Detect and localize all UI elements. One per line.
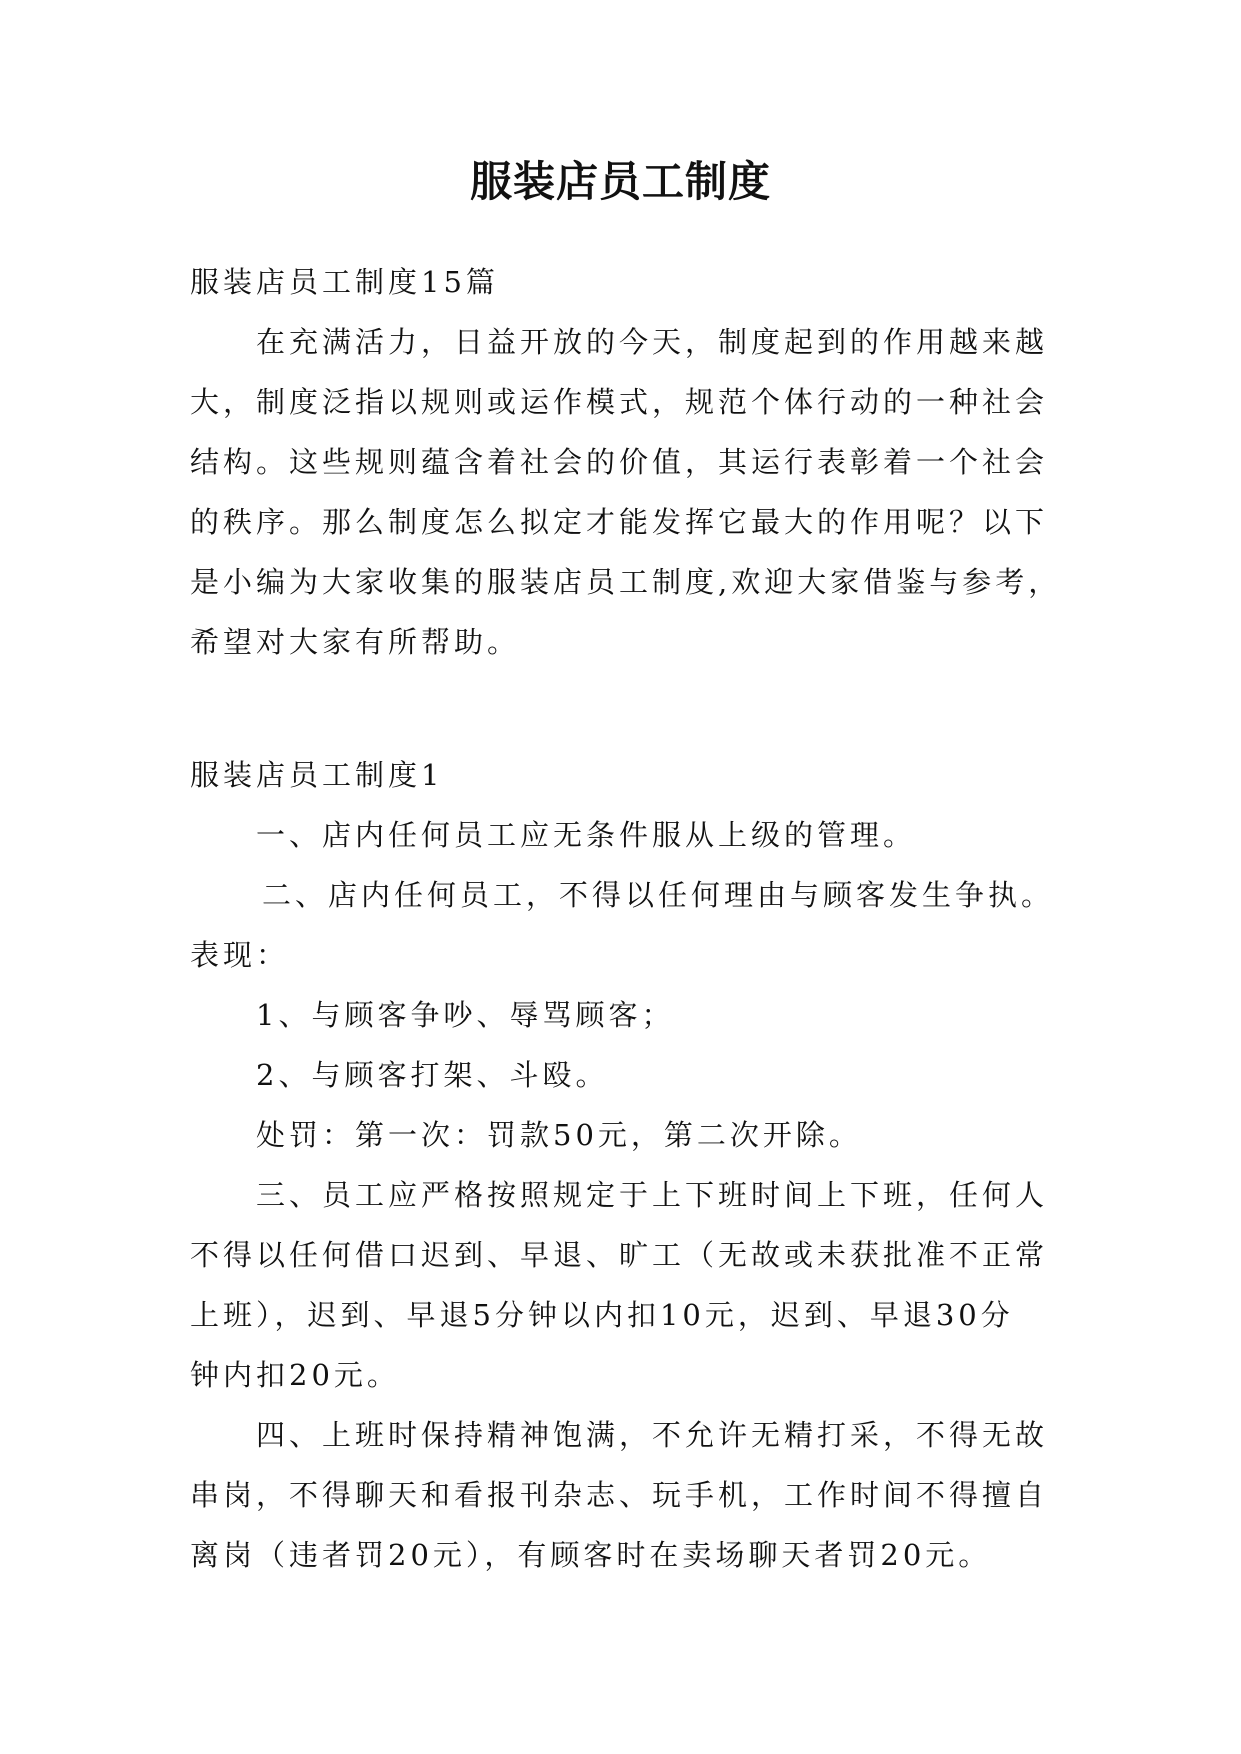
paragraph-line: 表现： bbox=[190, 938, 290, 972]
paragraph-line: 的秩序。那么制度怎么拟定才能发挥它最大的作用呢？以下 bbox=[190, 505, 1049, 539]
paragraph-line: 结构。这些规则蕴含着社会的价值，其运行表彰着一个社会 bbox=[190, 445, 1049, 479]
paragraph-line: 串岗，不得聊天和看报刊杂志、玩手机，工作时间不得擅自 bbox=[190, 1478, 1049, 1512]
paragraph-line: 希望对大家有所帮助。 bbox=[190, 625, 521, 659]
section-1 bbox=[190, 745, 1055, 1585]
document-title: 服装店员工制度 bbox=[469, 157, 771, 206]
rule-item: 一、店内任何员工应无条件服从上级的管理。 bbox=[256, 818, 917, 852]
paragraph-line: 上班），迟到、早退5分钟以内扣10元，迟到、早退30分 bbox=[190, 1298, 1014, 1332]
subtitle: 服装店员工制度15篇 bbox=[190, 265, 499, 299]
paragraph-line: 不得以任何借口迟到、早退、旷工（无故或未获批准不正常 bbox=[190, 1238, 1049, 1272]
rule-item: 四、上班时保持精神饱满，不允许无精打采，不得无故 bbox=[256, 1418, 1049, 1452]
paragraph-line: 离岗（违者罚20元），有顾客时在卖场聊天者罚20元。 bbox=[190, 1538, 992, 1572]
rule-item: 三、员工应严格按照规定于上下班时间上下班，任何人 bbox=[256, 1178, 1049, 1212]
paragraph-line: 大，制度泛指以规则或运作模式，规范个体行动的一种社会 bbox=[190, 385, 1049, 419]
intro-block bbox=[190, 252, 1062, 672]
list-item: 1、与顾客争吵、辱骂顾客； bbox=[256, 998, 675, 1032]
penalty-line: 处罚：第一次：罚款50元，第二次开除。 bbox=[256, 1118, 862, 1152]
paragraph-line: 钟内扣20元。 bbox=[190, 1358, 400, 1392]
rule-item: 二、店内任何员工，不得以任何理由与顾客发生争执。 bbox=[262, 878, 1055, 912]
paragraph-line: 是小编为大家收集的服装店员工制度,欢迎大家借鉴与参考， bbox=[190, 565, 1062, 599]
paragraph-line: 在充满活力，日益开放的今天，制度起到的作用越来越 bbox=[256, 325, 1049, 359]
list-item: 2、与顾客打架、斗殴。 bbox=[256, 1058, 609, 1092]
section-heading: 服装店员工制度1 bbox=[190, 758, 444, 792]
